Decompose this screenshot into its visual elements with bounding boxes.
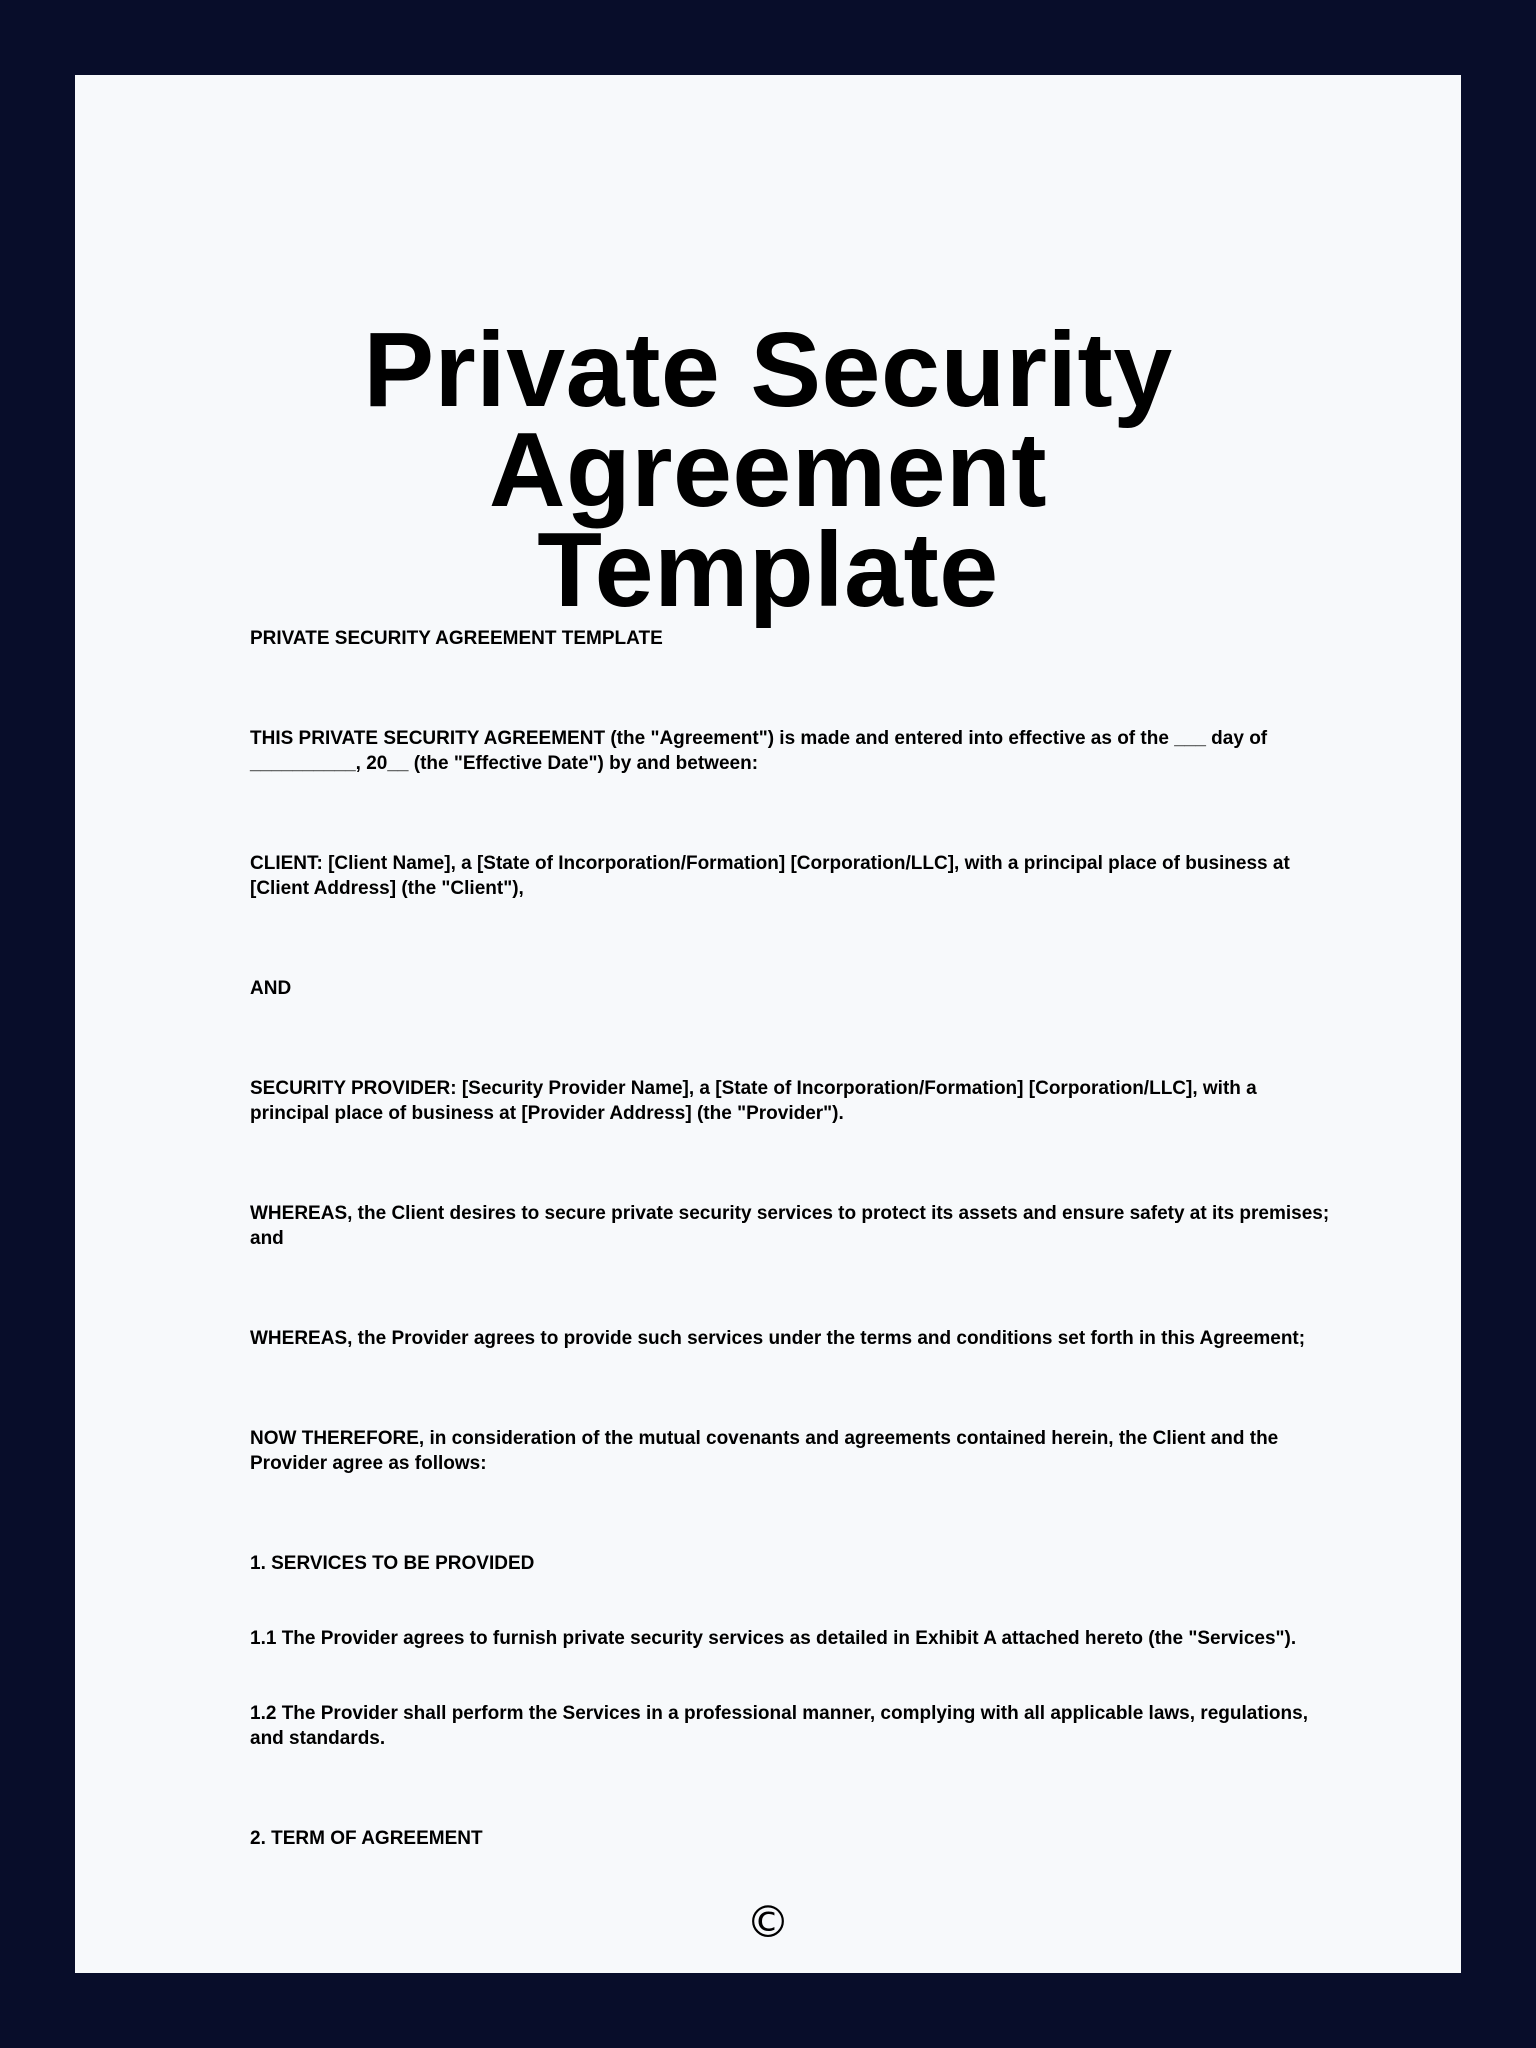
clause-1-2: 1.2 The Provider shall perform the Services in a professional manner, complying with all applicable laws, regulations, and standards. xyxy=(250,1703,1308,1749)
section-1-heading: 1. SERVICES TO BE PROVIDED xyxy=(250,1553,535,1574)
provider-paragraph: SECURITY PROVIDER: [Security Provider Name], a [State of Incorporation/Formation] [Corporation/LLC], with a principal place of business at [Provider Address] (the "Provider"). xyxy=(250,1078,1257,1124)
document-title xyxy=(75,311,1461,629)
whereas-client-paragraph: WHEREAS, the Client desires to secure private security services to protect its assets and ensure safety at its premises; and xyxy=(250,1203,1330,1249)
client-paragraph: CLIENT: [Client Name], a [State of Incorporation/Formation] [Corporation/LLC], with a principal place of business at [Client Address] (the "Client"), xyxy=(250,853,1290,899)
and-paragraph: AND xyxy=(250,978,292,999)
preamble-paragraph: THIS PRIVATE SECURITY AGREEMENT (the "Agreement") is made and entered into effective as of the ___ day of __________, 20__ (the "Effective Date") by and between: xyxy=(250,728,1268,774)
whereas-provider-paragraph: WHEREAS, the Provider agrees to provide such services under the terms and conditions set forth in this Agreement; xyxy=(250,1328,1306,1349)
document-page xyxy=(75,75,1461,1973)
now-therefore-paragraph: NOW THEREFORE, in consideration of the mutual covenants and agreements contained herein, the Client and the Provider agree as follows: xyxy=(250,1428,1279,1474)
agreement-heading: PRIVATE SECURITY AGREEMENT TEMPLATE xyxy=(250,628,663,649)
agreement-body xyxy=(250,626,1340,1851)
title-line-2: Template xyxy=(537,511,999,629)
copyright-icon: © xyxy=(746,1897,790,1948)
title-line-1: Private Security Agreement xyxy=(363,311,1173,529)
clause-1-1: 1.1 The Provider agrees to furnish private security services as detailed in Exhibit A attached hereto (the "Services"). xyxy=(250,1628,1297,1649)
section-2-heading: 2. TERM OF AGREEMENT xyxy=(250,1828,483,1849)
